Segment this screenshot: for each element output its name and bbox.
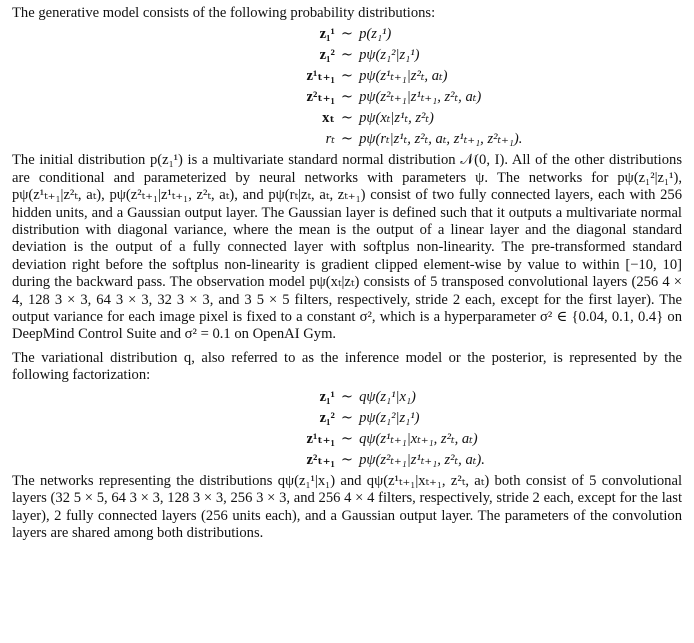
equation-operator: ∼ [340, 451, 354, 468]
equation-operator: ∼ [340, 110, 354, 127]
paragraph-generative-model: The initial distribution p(z₁¹) is a multivariate standard normal distribution 𝒩(0, I). All of the other distributions are conditional and parameterized by neural networks with parameters ψ. The networks for pψ(z₁²|z₁¹), pψ(z¹ₜ₊₁|z²ₜ, aₜ), pψ(z²ₜ₊₁|z¹ₜ₊₁, z²ₜ, aₜ), and pψ(rₜ|zₜ, aₜ, zₜ₊₁) consist of two fully connected layers, each with 256 hidden units, and a Gaussian output layer. The Gaussian layer is defined such that it outputs a multivariate normal distribution with diagonal variance, where the mean is the output of a linear layer and the diagonal standard deviation is the output of a fully connected layer with softplus non-linearity. The pre-transformed standard deviation right before the softplus non-linearity is gradient clipped element-wise by value to within [−10, 10] during the backward pass. The observation model pψ(xₜ|zₜ) consists of 5 transposed convolutional layers (256 4 × 4, 128 3 × 3, 64 3 × 3, 32 3 × 3, and 3 5 × 5 filters, respectively, stride 2 each, except for the first layer). The output variance for each image pixel is fixed to a constant σ², which is a hyperparameter σ² ∈ {0.04, 0.1, 0.4} on DeepMind Control Suite and σ² = 0.1 on OpenAI Gym. [12, 152, 682, 343]
equation-lhs: z₁² [319, 47, 335, 64]
equation-rhs: pψ(z²ₜ₊₁|z¹ₜ₊₁, z²ₜ, aₜ) [359, 89, 482, 106]
variational-equation [12, 408, 682, 429]
equation-operator: ∼ [340, 68, 354, 85]
generative-equation [12, 66, 682, 87]
variational-equation-block [12, 387, 682, 471]
equation-rhs: pψ(rₜ|z¹ₜ, z²ₜ, aₜ, z¹ₜ₊₁, z²ₜ₊₁). [359, 131, 523, 148]
equation-operator: ∼ [340, 430, 354, 447]
equation-lhs: rₜ [325, 131, 335, 148]
equation-lhs: xₜ [322, 110, 335, 127]
equation-rhs: p(z₁¹) [359, 26, 392, 43]
equation-rhs: pψ(xₜ|z¹ₜ, z²ₜ) [359, 110, 434, 127]
equation-rhs: qψ(z¹ₜ₊₁|xₜ₊₁, z²ₜ, aₜ) [359, 430, 478, 447]
equation-lhs: z₁¹ [319, 26, 335, 43]
equation-lhs: z¹ₜ₊₁ [306, 430, 335, 447]
equation-rhs: pψ(z₁²|z₁¹) [359, 409, 420, 426]
equation-operator: ∼ [340, 89, 354, 106]
equation-rhs: pψ(z₁²|z₁¹) [359, 47, 420, 64]
equation-lhs: z²ₜ₊₁ [306, 89, 335, 106]
paragraph-networks: The networks representing the distributions qψ(z₁¹|x₁) and qψ(z¹ₜ₊₁|xₜ₊₁, z²ₜ, aₜ) both consist of 5 convolutional layers (32 5 × 5, 64 3 × 3, 128 3 × 3, 256 3 × 3, and 256 4 × 4 filters, respectively, stride 2 each, except for the last layer), 2 fully connected layers (256 units each), and a Gaussian output layer. The parameters of the convolution layers are shared among both distributions. [12, 472, 682, 541]
equation-rhs: qψ(z₁¹|x₁) [359, 388, 416, 405]
equation-rhs: pψ(z²ₜ₊₁|z¹ₜ₊₁, z²ₜ, aₜ). [359, 451, 485, 468]
generative-equation [12, 24, 682, 45]
generative-equation [12, 45, 682, 66]
generative-equation [12, 129, 682, 150]
variational-equation [12, 450, 682, 471]
equation-lhs: z²ₜ₊₁ [306, 451, 335, 468]
equation-operator: ∼ [340, 131, 354, 148]
equation-operator: ∼ [340, 47, 354, 64]
equation-operator: ∼ [340, 26, 354, 43]
equation-lhs: z¹ₜ₊₁ [306, 68, 335, 85]
paragraph-variational-intro: The variational distribution q, also referred to as the inference model or the posterior, is represented by the following factorization: [12, 349, 682, 384]
generative-equation [12, 87, 682, 108]
equation-operator: ∼ [340, 388, 354, 405]
equation-operator: ∼ [340, 409, 354, 426]
variational-equation [12, 387, 682, 408]
intro-sentence: The generative model consists of the following probability distributions: [12, 5, 436, 21]
equation-lhs: z₁² [319, 409, 335, 426]
equation-lhs: z₁¹ [319, 388, 335, 405]
equation-rhs: pψ(z¹ₜ₊₁|z²ₜ, aₜ) [359, 68, 448, 85]
generative-equation-block [12, 24, 682, 150]
variational-equation [12, 429, 682, 450]
generative-equation [12, 108, 682, 129]
